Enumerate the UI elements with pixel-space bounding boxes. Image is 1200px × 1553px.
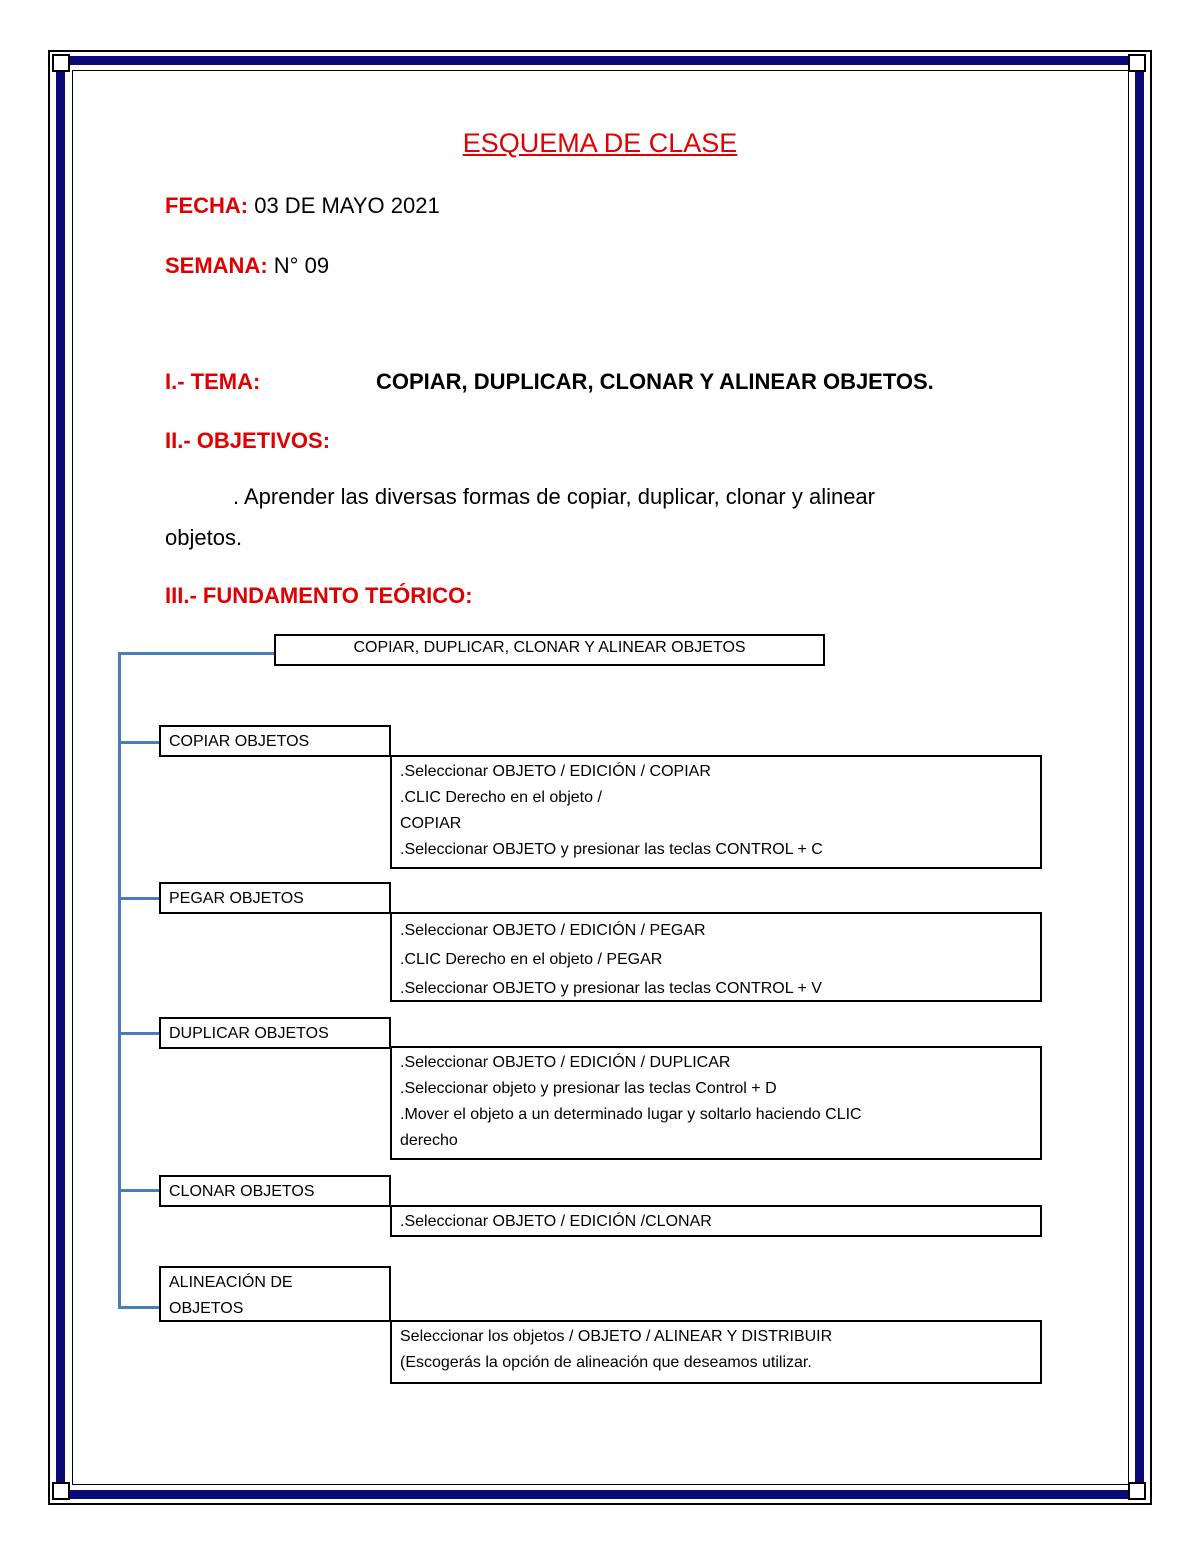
corner-bottom-left	[52, 1482, 70, 1500]
semana-value: N° 09	[267, 253, 330, 278]
objetivos-label: II.- OBJETIVOS:	[165, 428, 331, 453]
border-inner-left	[72, 70, 73, 1485]
detail-line: Seleccionar los objetos / OBJETO / ALINEAR Y DISTRIBUIR	[400, 1328, 833, 1345]
border-inner-right	[1128, 70, 1129, 1485]
border-top	[60, 56, 1140, 65]
tema-line	[165, 369, 260, 395]
fundamento-label: III.- FUNDAMENTO TEÓRICO:	[165, 583, 473, 608]
border-inner-bottom	[72, 1484, 1128, 1485]
connector-root	[118, 652, 276, 655]
detail-line: .Seleccionar OBJETO / EDICIÓN /CLONAR	[400, 1213, 712, 1230]
detail-line: .Seleccionar OBJETO / EDICIÓN / PEGAR	[400, 922, 706, 939]
diagram-root: COPIAR, DUPLICAR, CLONAR Y ALINEAR OBJETOS	[274, 634, 825, 666]
page-title: ESQUEMA DE CLASE	[462, 128, 738, 158]
corner-bottom-right	[1128, 1482, 1146, 1500]
objetivos-text-2: objetos.	[165, 525, 243, 550]
label-line: OBJETOS	[169, 1300, 244, 1317]
connector-duplicar	[118, 1032, 160, 1035]
corner-top-left	[52, 54, 70, 72]
connector-pegar	[118, 897, 160, 900]
section-copiar-label: COPIAR OBJETOS	[159, 725, 391, 757]
detail-line: .Seleccionar objeto y presionar las teclas Control + D	[400, 1080, 777, 1097]
detail-line: .Seleccionar OBJETO y presionar las teclas CONTROL + C	[400, 841, 823, 858]
detail-line: .CLIC Derecho en el objeto / PEGAR	[400, 951, 663, 968]
semana-label: SEMANA:	[165, 253, 268, 278]
tema-label: I.- TEMA:	[165, 369, 261, 394]
connector-trunk	[118, 652, 121, 1309]
border-outer-top	[48, 50, 1152, 52]
border-bottom	[60, 1490, 1140, 1499]
border-outer-right	[1150, 50, 1152, 1505]
detail-line: .Seleccionar OBJETO / EDICIÓN / COPIAR	[400, 763, 711, 780]
detail-line: .Seleccionar OBJETO y presionar las teclas CONTROL + V	[400, 980, 822, 997]
objetivos-text-1: . Aprender las diversas formas de copiar, duplicar, clonar y alinear	[233, 484, 875, 509]
section-alineacion-details	[390, 1320, 1042, 1384]
connector-clonar	[118, 1189, 160, 1192]
detail-line: .CLIC Derecho en el objeto /	[400, 789, 602, 806]
fecha-line	[165, 193, 440, 219]
section-clonar-label: CLONAR OBJETOS	[159, 1175, 391, 1207]
section-duplicar-details	[390, 1046, 1042, 1160]
detail-line: derecho	[400, 1132, 458, 1149]
connector-copiar	[118, 741, 160, 744]
connector-alineacion	[118, 1306, 160, 1309]
label-line: ALINEACIÓN DE	[169, 1274, 293, 1291]
section-clonar-details	[390, 1205, 1042, 1237]
border-inner-top	[72, 70, 1128, 71]
section-alineacion-label	[159, 1266, 391, 1322]
corner-top-right	[1128, 54, 1146, 72]
detail-line: COPIAR	[400, 815, 462, 832]
detail-line: (Escogerás la opción de alineación que deseamos utilizar.	[400, 1354, 812, 1371]
section-copiar-details	[390, 755, 1042, 869]
fecha-label: FECHA:	[165, 193, 249, 218]
border-right	[1135, 60, 1144, 1496]
section-duplicar-label: DUPLICAR OBJETOS	[159, 1017, 391, 1049]
detail-line: .Seleccionar OBJETO / EDICIÓN / DUPLICAR	[400, 1054, 731, 1071]
section-pegar-label: PEGAR OBJETOS	[159, 882, 391, 914]
tema-value: COPIAR, DUPLICAR, CLONAR Y ALINEAR OBJETOS.	[376, 369, 934, 394]
border-left	[56, 60, 65, 1496]
section-pegar-details	[390, 912, 1042, 1002]
semana-line	[165, 253, 329, 279]
fecha-value: 03 DE MAYO 2021	[248, 193, 440, 218]
border-outer-bottom	[48, 1503, 1152, 1505]
border-outer-left	[48, 50, 50, 1505]
detail-line: .Mover el objeto a un determinado lugar y soltarlo haciendo CLIC	[400, 1106, 862, 1123]
